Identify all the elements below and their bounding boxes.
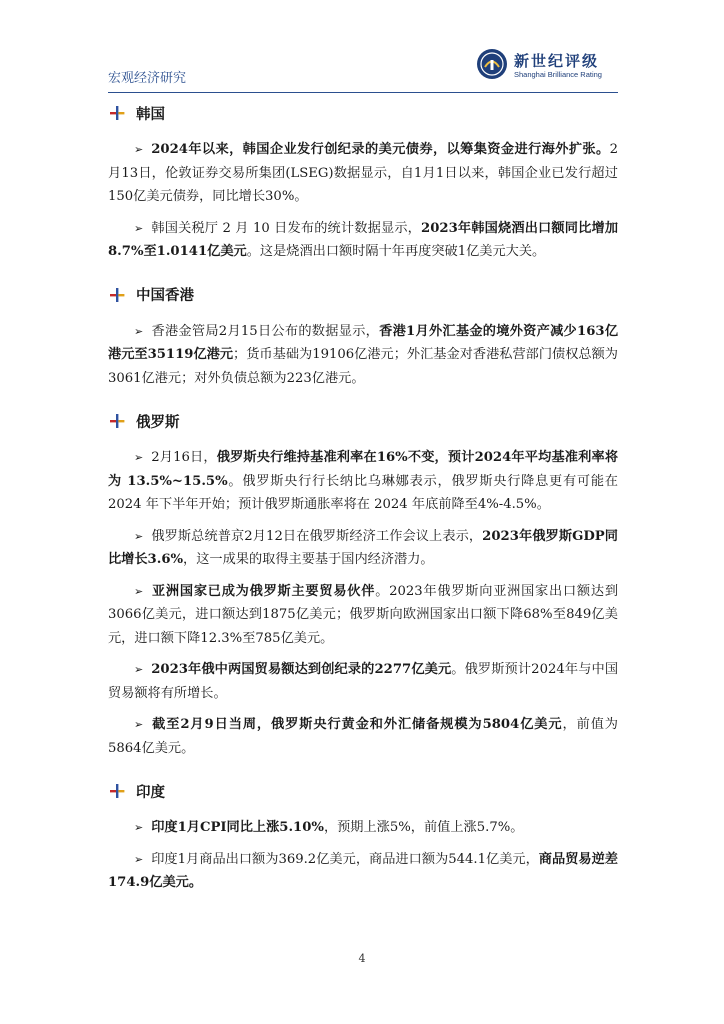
paragraph-text: 俄罗斯总统普京2月12日在俄罗斯经济工作会议上表示， xyxy=(151,528,483,544)
paragraph-text: 2月16日， xyxy=(151,450,217,465)
arrow-bullet-icon: ➢ xyxy=(134,821,144,834)
paragraph xyxy=(108,816,618,840)
page-number: 4 xyxy=(358,952,366,965)
arrow-bullet-icon: ➢ xyxy=(134,584,144,598)
paragraph-text: 。2023年俄罗斯向亚洲国家出口额达到3066亿美元，进口额达到1875亿美元；俄罗斯向欧洲国家出口额下降68%至849亿美元，进口额下降12.3%至785亿美元。 xyxy=(108,583,619,646)
paragraph-highlight: 2023年俄中两国贸易额达到创纪录的2277亿美元 xyxy=(151,662,452,677)
company-logo xyxy=(476,44,616,84)
paragraph xyxy=(108,580,618,651)
paragraph-highlight: 亚洲国家已成为俄罗斯主要贸易伙伴 xyxy=(151,583,376,599)
section-bullet-icon xyxy=(108,286,126,304)
arrow-bullet-icon: ➢ xyxy=(134,143,144,156)
arrow-bullet-icon: ➢ xyxy=(134,663,144,676)
section-bullet-icon xyxy=(108,782,126,800)
arrow-bullet-icon: ➢ xyxy=(134,529,144,543)
logo-text-cn: 新世纪评级 xyxy=(514,52,600,70)
paragraph-highlight: 印度1月CPI同比上涨5.10% xyxy=(151,820,324,835)
paragraph-highlight: 2023年俄罗斯GDP同比增长3.6% xyxy=(108,528,618,567)
arrow-bullet-icon: ➢ xyxy=(134,718,144,731)
arrow-bullet-icon: ➢ xyxy=(134,324,144,338)
paragraph-text: ，这一成果的取得主要基于国内经济潜力。 xyxy=(183,552,434,567)
arrow-bullet-icon: ➢ xyxy=(134,852,144,866)
paragraph xyxy=(108,658,618,705)
paragraph-highlight: 2024年以来，韩国企业发行创纪录的美元债券，以筹集资金进行海外扩张。 xyxy=(151,142,610,157)
paragraph-highlight: 2023年韩国烧酒出口额同比增加8.7%至1.0141亿美元 xyxy=(108,220,619,259)
paragraph xyxy=(108,713,618,760)
paragraph xyxy=(108,138,618,209)
paragraph-text: 香港金管局2月15日公布的数据显示， xyxy=(151,323,380,339)
section-bullet-icon xyxy=(108,104,126,122)
section-title: 俄罗斯 xyxy=(136,414,180,431)
logo-emblem-icon xyxy=(476,48,508,80)
paragraph xyxy=(108,446,618,517)
paragraph-highlight: 俄罗斯央行维持基准利率在16%不变，预计2024年平均基准利率将为 13.5%~15.5% xyxy=(108,450,619,489)
section-bullet-icon xyxy=(108,412,126,430)
paragraph xyxy=(108,525,618,572)
section-heading xyxy=(108,96,618,130)
section-title: 印度 xyxy=(136,784,165,801)
section-heading xyxy=(108,278,618,312)
section-heading xyxy=(108,774,618,808)
section-heading xyxy=(108,404,618,438)
paragraph xyxy=(108,848,618,895)
paragraph-highlight: 香港1月外汇基金的境外资产减少163亿港元至35119亿港元 xyxy=(108,323,619,362)
section-title: 中国香港 xyxy=(136,288,194,304)
paragraph-text: 印度1月商品出口额为369.2亿美元，商品进口额为544.1亿美元， xyxy=(151,851,539,867)
paragraph-text: ，预期上涨5%，前值上涨5.7%。 xyxy=(323,820,524,835)
paragraph-text: 韩国关税厅 2 月 10 日发布的统计数据显示， xyxy=(151,220,422,236)
arrow-bullet-icon: ➢ xyxy=(134,451,144,464)
paragraph-highlight: 截至2月9日当周，俄罗斯央行黄金和外汇储备规模为5804亿美元 xyxy=(151,717,563,732)
section-title: 韩国 xyxy=(136,106,165,123)
document-body xyxy=(108,96,618,903)
paragraph-text: 。俄罗斯央行行长纳比乌琳娜表示，俄罗斯央行降息更有可能在 2024 年下半年开始；预计俄罗斯通胀率将在 2024 年底前降至4%-4.5%。 xyxy=(108,473,618,512)
header-title: 宏观经济研究 xyxy=(108,71,187,86)
logo-text-en: Shanghai Brilliance Rating xyxy=(514,70,602,79)
paragraph-text: 。俄罗斯预计2024年与中国贸易额将有所增长。 xyxy=(108,662,619,701)
paragraph xyxy=(108,320,618,391)
arrow-bullet-icon: ➢ xyxy=(134,221,144,235)
paragraph-text: 。这是烧酒出口额时隔十年再度突破1亿美元大关。 xyxy=(246,244,546,259)
paragraph xyxy=(108,217,618,264)
page-header xyxy=(108,40,618,93)
paragraph-text: 2月13日，伦敦证券交易所集团(LSEG)数据显示，自1月1日以来，韩国企业已发行超过150亿美元债券，同比增长30%。 xyxy=(108,142,618,204)
paragraph-highlight: 商品贸易逆差174.9亿美元。 xyxy=(108,851,618,890)
paragraph-text: ，前值为5864亿美元。 xyxy=(108,717,618,756)
paragraph-text: ；货币基础为19106亿港元；外汇基金对香港私营部门债权总额为3061亿港元；对外负债总额为223亿港元。 xyxy=(108,347,618,386)
